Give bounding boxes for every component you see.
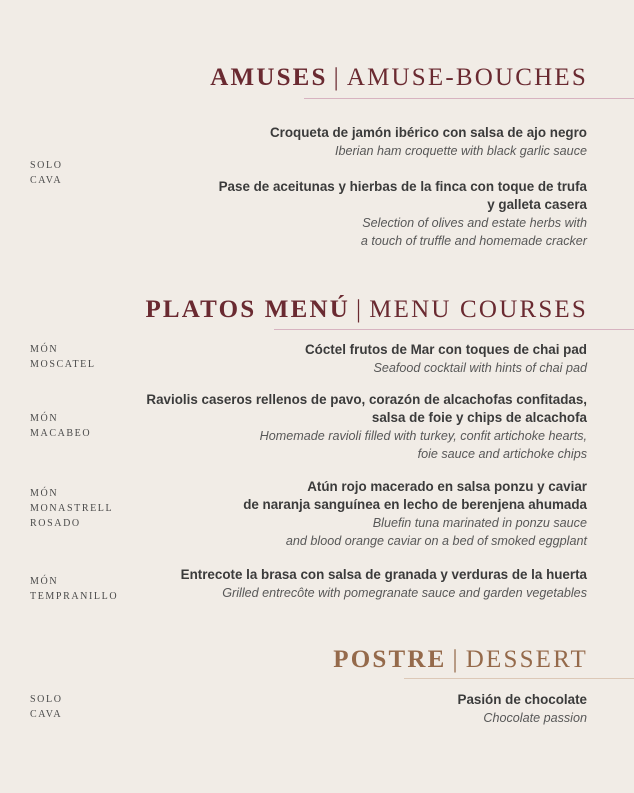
pairing-line: ROSADO xyxy=(30,518,81,529)
section-title-menu-courses xyxy=(145,296,588,324)
pairing-line: SOLO xyxy=(30,160,63,171)
pairing-line: MÓN xyxy=(30,488,59,499)
dish-name-es: salsa de foie y chips de alcachofa xyxy=(371,410,587,425)
dish-name-en: and blood orange caviar on a bed of smoked eggplant xyxy=(285,534,587,548)
dish-name-es: Croqueta de jamón ibérico con salsa de ajo negro xyxy=(270,125,587,140)
dish-name-en: Selection of olives and estate herbs with xyxy=(362,216,587,230)
dish-item xyxy=(117,178,587,250)
pairing-line: CAVA xyxy=(30,175,63,186)
section-title-en: AMUSE-BOUCHES xyxy=(346,64,588,91)
section-divider xyxy=(404,678,634,679)
dish-name-en: a touch of truffle and homemade cracker xyxy=(360,234,587,248)
dish-item xyxy=(117,341,587,377)
section-title-separator: | xyxy=(333,64,341,91)
pairing-line: MOSCATEL xyxy=(30,359,96,370)
dish-item xyxy=(117,478,587,550)
dish-name-es: Raviolis caseros rellenos de pavo, corazón de alcachofas confitadas, xyxy=(146,392,587,407)
dish-name-es: Pase de aceitunas y hierbas de la finca con toque de trufa xyxy=(218,179,587,194)
section-title-en: DESSERT xyxy=(465,646,588,673)
section-title-es: POSTRE xyxy=(333,646,447,673)
section-title-en: MENU COURSES xyxy=(369,296,588,323)
section-title-separator: | xyxy=(355,296,364,323)
section-title-es: PLATOS MENÚ xyxy=(145,296,350,323)
wine-pairing xyxy=(30,486,113,531)
pairing-line: MÓN xyxy=(30,413,59,424)
wine-pairing xyxy=(30,574,118,604)
section-title-dessert xyxy=(333,646,588,674)
dish-item xyxy=(117,691,587,727)
dish-name-en: Seafood cocktail with hints of chai pad xyxy=(373,361,587,375)
dish-name-es: Cóctel frutos de Mar con toques de chai pad xyxy=(305,342,587,357)
section-title-amuses xyxy=(210,64,588,92)
pairing-line: MÓN xyxy=(30,344,59,355)
pairing-line: CAVA xyxy=(30,709,63,720)
dish-item xyxy=(117,124,587,160)
pairing-line: MACABEO xyxy=(30,428,92,439)
dish-name-en: Grilled entrecôte with pomegranate sauce and garden vegetables xyxy=(222,586,587,600)
dish-name-en: Homemade ravioli filled with turkey, confit artichoke hearts, xyxy=(259,429,587,443)
section-divider xyxy=(304,98,634,99)
wine-pairing xyxy=(30,158,63,188)
dish-name-es: y galleta casera xyxy=(487,197,587,212)
dish-name-es: Entrecote la brasa con salsa de granada y verduras de la huerta xyxy=(180,567,587,582)
section-title-separator: | xyxy=(452,646,460,673)
section-divider xyxy=(274,329,634,330)
wine-pairing xyxy=(30,342,96,372)
section-title-es: AMUSES xyxy=(210,64,328,91)
dish-name-en: foie sauce and artichoke chips xyxy=(417,447,587,461)
pairing-line: SOLO xyxy=(30,694,63,705)
wine-pairing xyxy=(30,692,63,722)
dish-name-en: Iberian ham croquette with black garlic sauce xyxy=(334,144,587,158)
pairing-line: TEMPRANILLO xyxy=(30,591,119,602)
dish-name-es: de naranja sanguínea en lecho de berenjena ahumada xyxy=(243,497,587,512)
dish-name-es: Pasión de chocolate xyxy=(457,692,587,707)
pairing-line: MÓN xyxy=(30,576,59,587)
dish-item xyxy=(117,566,587,602)
dish-item xyxy=(67,391,587,463)
pairing-line: MONASTRELL xyxy=(30,503,114,514)
dish-name-en: Chocolate passion xyxy=(483,711,587,725)
dish-name-en: Bluefin tuna marinated in ponzu sauce xyxy=(372,516,587,530)
dish-name-es: Atún rojo macerado en salsa ponzu y caviar xyxy=(307,479,587,494)
